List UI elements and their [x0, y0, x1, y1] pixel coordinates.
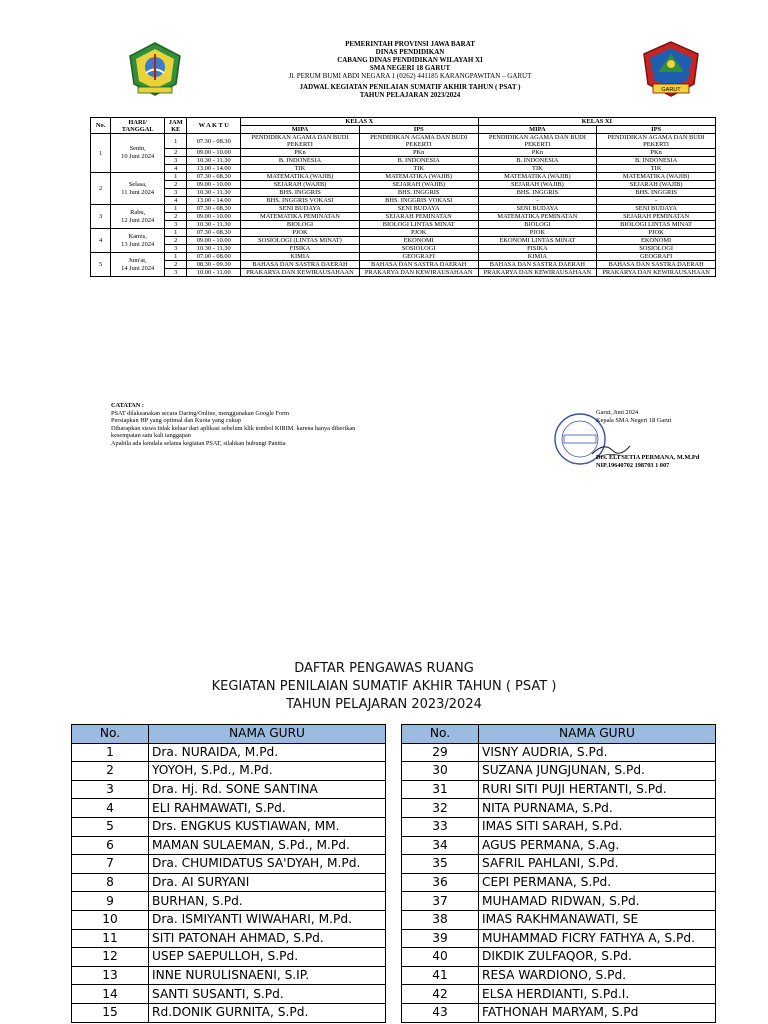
teacher-no: 31	[402, 780, 479, 799]
header-jam: JAM KE	[165, 118, 187, 134]
day-date: Selasa, 11 Juni 2024	[111, 173, 165, 205]
teacher-no: 43	[402, 1003, 479, 1022]
teacher-no: 39	[402, 929, 479, 948]
note-line: Apabila ada kendala selama kegiatan PSAT, silahkan hubungi Panitia	[111, 439, 286, 447]
teacher-name: INNE NURULISNAENI, S.IP.	[149, 966, 386, 985]
teacher-name: Dra. AI SURYANI	[149, 873, 386, 892]
teacher-name: SUZANA JUNGJUNAN, S.Pd.	[479, 762, 716, 781]
time-cell: 10.30 - 11.30	[187, 245, 241, 253]
jam-cell: 2	[165, 237, 187, 245]
teacher-name: CEPI PERMANA, S.Pd.	[479, 873, 716, 892]
subject-cell: MATEMATIKA (WAJIB)	[597, 173, 716, 181]
teacher-name: Dra. CHUMIDATUS SA'DYAH, M.Pd.	[149, 855, 386, 874]
teacher-no: 6	[72, 836, 149, 855]
teacher-name: Dra. Hj. Rd. SONE SANTINA	[149, 780, 386, 799]
subject-cell: SEJARAH PEMINATAN	[359, 213, 478, 221]
table-row	[72, 892, 386, 911]
day-date: Jum'at, 14 Juni 2024	[111, 253, 165, 277]
teacher-no: 8	[72, 873, 149, 892]
table-row	[402, 892, 716, 911]
subject-cell: SENI BUDAYA	[597, 205, 716, 213]
sign-name: Drs. ELI SETIA PERMANA, M.M.Pd	[596, 454, 700, 462]
table-row	[72, 817, 386, 836]
subject-cell: -	[597, 197, 716, 205]
subject-cell: TIK	[597, 165, 716, 173]
schedule-year: TAHUN PELAJARAN 2023/2024	[359, 91, 461, 99]
header-day: HARI/ TANGGAL	[111, 118, 165, 134]
jam-cell: 1	[165, 173, 187, 181]
subject-cell: PENDIDIKAN AGAMA DAN BUDI PEKERTI	[241, 134, 360, 149]
header-x-mipa: MIPA	[241, 126, 360, 134]
col-header-no: No.	[402, 725, 479, 744]
notes-title: CATATAN :	[111, 402, 144, 409]
subject-cell: MATEMATIKA (WAJIB)	[359, 173, 478, 181]
teacher-name: YOYOH, S.Pd., M.Pd.	[149, 762, 386, 781]
note-line: kesempatan satu kali tanggapan	[111, 432, 191, 440]
teacher-no: 35	[402, 855, 479, 874]
subject-cell: EKONOMI LINTAS MINAT	[478, 237, 597, 245]
table-row	[72, 966, 386, 985]
subject-cell: BAHASA DAN SASTRA DAERAH	[478, 261, 597, 269]
time-cell: 13.00 - 14.00	[187, 165, 241, 173]
school-address: Jl. PERUM BUMI ABDI NEGARA 1 (0262) 441185 KARANGPAWITAN – GARUT	[288, 72, 532, 80]
pengawas-title-2: KEGIATAN PENILAIAN SUMATIF AKHIR TAHUN ( PSAT )	[211, 679, 557, 694]
subject-cell: BHS. INGGRIS	[478, 189, 597, 197]
subject-cell: SOSIOLOGI (LINTAS MINAT)	[241, 237, 360, 245]
teacher-no: 14	[72, 985, 149, 1004]
time-cell: 10.00 - 11.00	[187, 269, 241, 277]
header-waktu: W A K T U	[187, 118, 241, 134]
subject-cell: SENI BUDAYA	[241, 205, 360, 213]
header-xi-mipa: MIPA	[478, 126, 597, 134]
teacher-no: 29	[402, 743, 479, 762]
header-x-ips: IPS	[359, 126, 478, 134]
table-row	[402, 836, 716, 855]
day-no: 1	[91, 134, 111, 173]
table-row	[402, 799, 716, 818]
jam-cell: 4	[165, 197, 187, 205]
teacher-name: SAFRIL PAHLANI, S.Pd.	[479, 855, 716, 874]
teacher-name: MUHAMMAD FICRY FATHYA A, S.Pd.	[479, 929, 716, 948]
teacher-no: 34	[402, 836, 479, 855]
day-no: 3	[91, 205, 111, 229]
exam-schedule-table	[90, 117, 716, 277]
signature-block	[596, 409, 766, 469]
table-row	[91, 134, 716, 149]
table-row	[72, 762, 386, 781]
table-row	[72, 1003, 386, 1022]
table-row	[91, 157, 716, 165]
subject-cell: MATEMATIKA (WAJIB)	[478, 173, 597, 181]
west-java-emblem-icon	[124, 40, 186, 98]
subject-cell: PRAKARYA DAN KEWIRAUSAHAAN	[597, 269, 716, 277]
subject-cell: BAHASA DAN SASTRA DAERAH	[241, 261, 360, 269]
school-name: SMA NEGERI 18 GARUT	[369, 64, 451, 72]
table-row	[72, 948, 386, 967]
teacher-name: IMAS RAKHMANAWATI, SE	[479, 910, 716, 929]
subject-cell: PENDIDIKAN AGAMA DAN BUDI PEKERTI	[359, 134, 478, 149]
subject-cell: PJOK	[241, 229, 360, 237]
subject-cell: BHS. INGGRIS	[597, 189, 716, 197]
sign-place-date: Garut, Juni 2024	[596, 409, 639, 416]
table-row	[72, 985, 386, 1004]
table-row	[402, 855, 716, 874]
note-line: PSAT dilaksanakan secara Daring/Online, menggunakan Google Form	[111, 409, 290, 417]
subject-cell: PKn	[597, 149, 716, 157]
header-kelas-xi: KELAS XI	[478, 118, 715, 126]
notes	[111, 402, 411, 448]
jam-cell: 1	[165, 229, 187, 237]
teacher-name: ELSA HERDIANTI, S.Pd.I.	[479, 985, 716, 1004]
teacher-name: RURI SITI PUJI HERTANTI, S.Pd.	[479, 780, 716, 799]
teacher-name: Drs. ENGKUS KUSTIAWAN, MM.	[149, 817, 386, 836]
time-cell: 07.30 - 08.30	[187, 134, 241, 149]
table-row	[91, 181, 716, 189]
teacher-name: IMAS SITI SARAH, S.Pd.	[479, 817, 716, 836]
government-name: PEMERINTAH PROVINSI JAWA BARAT	[345, 40, 475, 48]
subject-cell: PRAKARYA DAN KEWIRAUSAHAAN	[478, 269, 597, 277]
subject-cell: EKONOMI	[359, 237, 478, 245]
table-row	[402, 762, 716, 781]
time-cell: 07.00 - 08.00	[187, 253, 241, 261]
subject-cell: SENI BUDAYA	[478, 205, 597, 213]
subject-cell: SEJARAH (WAJIB)	[241, 181, 360, 189]
table-row	[72, 873, 386, 892]
jam-cell: 2	[165, 181, 187, 189]
teacher-no: 5	[72, 817, 149, 836]
subject-cell: SENI BUDAYA	[359, 205, 478, 213]
jam-cell: 3	[165, 269, 187, 277]
teacher-no: 7	[72, 855, 149, 874]
subject-cell: TIK	[241, 165, 360, 173]
subject-cell: BAHASA DAN SASTRA DAERAH	[597, 261, 716, 269]
subject-cell: BIOLOGI	[478, 221, 597, 229]
table-row	[91, 229, 716, 237]
jam-cell: 3	[165, 221, 187, 229]
table-row	[72, 836, 386, 855]
time-cell: 07.30 - 08.30	[187, 229, 241, 237]
teacher-no: 2	[72, 762, 149, 781]
table-row	[72, 910, 386, 929]
subject-cell: PKn	[359, 149, 478, 157]
teacher-name: FATHONAH MARYAM, S.Pd	[479, 1003, 716, 1022]
table-row	[402, 929, 716, 948]
table-row	[72, 743, 386, 762]
day-no: 5	[91, 253, 111, 277]
teacher-name: SITI PATONAH AHMAD, S.Pd.	[149, 929, 386, 948]
subject-cell: B. INDONESIA	[359, 157, 478, 165]
time-cell: 08.30 - 09.30	[187, 261, 241, 269]
teacher-no: 41	[402, 966, 479, 985]
table-row	[91, 221, 716, 229]
teacher-name: Dra. NURAIDA, M.Pd.	[149, 743, 386, 762]
jam-cell: 2	[165, 149, 187, 157]
time-cell: 09.00 - 10.00	[187, 149, 241, 157]
teacher-no: 3	[72, 780, 149, 799]
pengawas-title-1: DAFTAR PENGAWAS RUANG	[294, 661, 474, 676]
jam-cell: 1	[165, 134, 187, 149]
jam-cell: 1	[165, 253, 187, 261]
teacher-name: MAMAN SULAEMAN, S.Pd., M.Pd.	[149, 836, 386, 855]
table-row	[402, 948, 716, 967]
subject-cell: -	[478, 197, 597, 205]
subject-cell: PJOK	[597, 229, 716, 237]
table-row	[402, 873, 716, 892]
subject-cell: BAHASA DAN SASTRA DAERAH	[359, 261, 478, 269]
teacher-no: 10	[72, 910, 149, 929]
subject-cell: KIMIA	[478, 253, 597, 261]
table-row	[402, 1003, 716, 1022]
subject-cell: PKn	[241, 149, 360, 157]
garut-emblem-label: GARUT	[661, 87, 681, 93]
jam-cell: 3	[165, 157, 187, 165]
time-cell: 10.30 - 11.30	[187, 157, 241, 165]
sign-nip: NIP.19640702 198703 1 007	[596, 461, 670, 469]
teacher-name: VISNY AUDRIA, S.Pd.	[479, 743, 716, 762]
subject-cell: SEJARAH (WAJIB)	[359, 181, 478, 189]
header-no: No.	[91, 118, 111, 134]
teacher-name: Dra. ISMIYANTI WIWAHARI, M.Pd.	[149, 910, 386, 929]
teacher-no: 32	[402, 799, 479, 818]
header-kelas-x: KELAS X	[241, 118, 478, 126]
teacher-name: DIKDIK ZULFAQOR, S.Pd.	[479, 948, 716, 967]
teacher-table-left	[71, 724, 386, 1023]
table-row	[91, 237, 716, 245]
jam-cell: 2	[165, 261, 187, 269]
teacher-no: 4	[72, 799, 149, 818]
subject-cell: BHS. INGGRIS	[359, 189, 478, 197]
teacher-name: ELI RAHMAWATI, S.Pd.	[149, 799, 386, 818]
jam-cell: 4	[165, 165, 187, 173]
day-no: 4	[91, 229, 111, 253]
subject-cell: SEJARAH PEMINATAN	[597, 213, 716, 221]
jam-cell: 3	[165, 189, 187, 197]
subject-cell: BIOLOGI LINTAS MINAT	[359, 221, 478, 229]
teacher-no: 36	[402, 873, 479, 892]
day-date: Kamis, 13 Juni 2024	[111, 229, 165, 253]
subject-cell: TIK	[478, 165, 597, 173]
subject-cell: BIOLOGI LINTAS MINAT	[597, 221, 716, 229]
table-row	[402, 743, 716, 762]
time-cell: 10.30 - 11.30	[187, 221, 241, 229]
subject-cell: EKONOMI	[597, 237, 716, 245]
table-row	[91, 189, 716, 197]
subject-cell: SEJARAH (WAJIB)	[597, 181, 716, 189]
table-row	[72, 929, 386, 948]
day-date: Rabu, 12 Juni 2024	[111, 205, 165, 229]
time-cell: 09.00 - 10.00	[187, 237, 241, 245]
subject-cell: PJOK	[478, 229, 597, 237]
teacher-no: 9	[72, 892, 149, 911]
teacher-no: 37	[402, 892, 479, 911]
table-row	[72, 855, 386, 874]
time-cell: 10.30 - 11.30	[187, 189, 241, 197]
time-cell: 07.30 - 08.30	[187, 205, 241, 213]
col-header-name: NAMA GURU	[149, 725, 386, 744]
table-row	[91, 245, 716, 253]
table-row	[91, 261, 716, 269]
table-row	[72, 780, 386, 799]
subject-cell: MATEMATIKA PEMINATAN	[241, 213, 360, 221]
schedule-title: JADWAL KEGIATAN PENILAIAN SUMATIF AKHIR TAHUN ( PSAT )	[299, 83, 521, 91]
teacher-no: 38	[402, 910, 479, 929]
col-header-no: No.	[72, 725, 149, 744]
table-row	[402, 910, 716, 929]
jam-cell: 3	[165, 245, 187, 253]
branch-name: CABANG DINAS PENDIDIKAN WILAYAH XI	[337, 56, 483, 64]
time-cell: 07.30 - 08.30	[187, 173, 241, 181]
subject-cell: PRAKARYA DAN KEWIRAUSAHAAN	[359, 269, 478, 277]
teacher-no: 12	[72, 948, 149, 967]
note-line: Persiapkan HP yang optimal dan Kuota yang cukup	[111, 417, 242, 425]
subject-cell: MATEMATIKA PEMINATAN	[478, 213, 597, 221]
teacher-name: USEP SAEPULLOH, S.Pd.	[149, 948, 386, 967]
teacher-no: 30	[402, 762, 479, 781]
note-line: Diharapkan siswa tidak keluar dari aplikasi sebelum klik tombol KIRIM. karena hanya diberikan	[111, 424, 356, 432]
subject-cell: B. INDONESIA	[478, 157, 597, 165]
department-name: DINAS PENDIDIKAN	[375, 48, 445, 56]
sign-role: Kepala SMA Negeri 18 Garut	[596, 416, 672, 424]
day-date: Senin, 10 Juni 2024	[111, 134, 165, 173]
table-row	[402, 817, 716, 836]
subject-cell: TIK	[359, 165, 478, 173]
teacher-no: 40	[402, 948, 479, 967]
teacher-name: NITA PURNAMA, S.Pd.	[479, 799, 716, 818]
teacher-name: AGUS PERMANA, S.Ag.	[479, 836, 716, 855]
subject-cell: BHS. INGGRIS	[241, 189, 360, 197]
subject-cell: KIMIA	[241, 253, 360, 261]
table-row	[402, 780, 716, 799]
subject-cell: PKn	[478, 149, 597, 157]
subject-cell: MATEMATIKA (WAJIB)	[241, 173, 360, 181]
subject-cell: BHS. INGGRIS VOKASI	[241, 197, 360, 205]
table-row	[91, 197, 716, 205]
table-row	[91, 149, 716, 157]
subject-cell: BHS. INGGRIS VOKASI	[359, 197, 478, 205]
subject-cell: GEOGRAFI	[597, 253, 716, 261]
teacher-no: 42	[402, 985, 479, 1004]
header-xi-ips: IPS	[597, 126, 716, 134]
subject-cell: SOSIOLOGI	[359, 245, 478, 253]
letterhead	[0, 36, 768, 112]
subject-cell: PRAKARYA DAN KEWIRAUSAHAAN	[241, 269, 360, 277]
subject-cell: B. INDONESIA	[241, 157, 360, 165]
col-header-name: NAMA GURU	[479, 725, 716, 744]
subject-cell: PJOK	[359, 229, 478, 237]
time-cell: 09.00 - 10.00	[187, 181, 241, 189]
table-row	[91, 205, 716, 213]
pengawas-title	[0, 660, 768, 714]
table-row	[91, 165, 716, 173]
teacher-no: 33	[402, 817, 479, 836]
subject-cell: FISIKA	[478, 245, 597, 253]
teacher-no: 13	[72, 966, 149, 985]
garut-emblem-icon	[640, 40, 702, 98]
teacher-name: BURHAN, S.Pd.	[149, 892, 386, 911]
teacher-name: SANTI SUSANTI, S.Pd.	[149, 985, 386, 1004]
schedule-body	[91, 134, 716, 277]
time-cell: 13.00 - 14.00	[187, 197, 241, 205]
table-row	[402, 966, 716, 985]
subject-cell: PENDIDIKAN AGAMA DAN BUDI PEKERTI	[478, 134, 597, 149]
teacher-name: Rd.DONIK GURNITA, S.Pd.	[149, 1003, 386, 1022]
teacher-no: 11	[72, 929, 149, 948]
subject-cell: B. INDONESIA	[597, 157, 716, 165]
teacher-name: MUHAMAD RIDWAN, S.Pd.	[479, 892, 716, 911]
pengawas-title-3: TAHUN PELAJARAN 2023/2024	[286, 697, 482, 712]
jam-cell: 2	[165, 213, 187, 221]
teacher-name: RESA WARDIONO, S.Pd.	[479, 966, 716, 985]
subject-cell: PENDIDIKAN AGAMA DAN BUDI PEKERTI	[597, 134, 716, 149]
day-no: 2	[91, 173, 111, 205]
table-row	[402, 985, 716, 1004]
teacher-no: 15	[72, 1003, 149, 1022]
teacher-no: 1	[72, 743, 149, 762]
time-cell: 09.00 - 10.00	[187, 213, 241, 221]
table-row	[91, 253, 716, 261]
table-row	[72, 799, 386, 818]
teacher-table-right	[401, 724, 716, 1023]
subject-cell: SOSIOLOGI	[597, 245, 716, 253]
subject-cell: GEOGRAFI	[359, 253, 478, 261]
table-row	[91, 269, 716, 277]
table-row	[91, 213, 716, 221]
subject-cell: SEJARAH (WAJIB)	[478, 181, 597, 189]
subject-cell: BIOLOGI	[241, 221, 360, 229]
jam-cell: 1	[165, 205, 187, 213]
table-row	[91, 173, 716, 181]
subject-cell: FISIKA	[241, 245, 360, 253]
